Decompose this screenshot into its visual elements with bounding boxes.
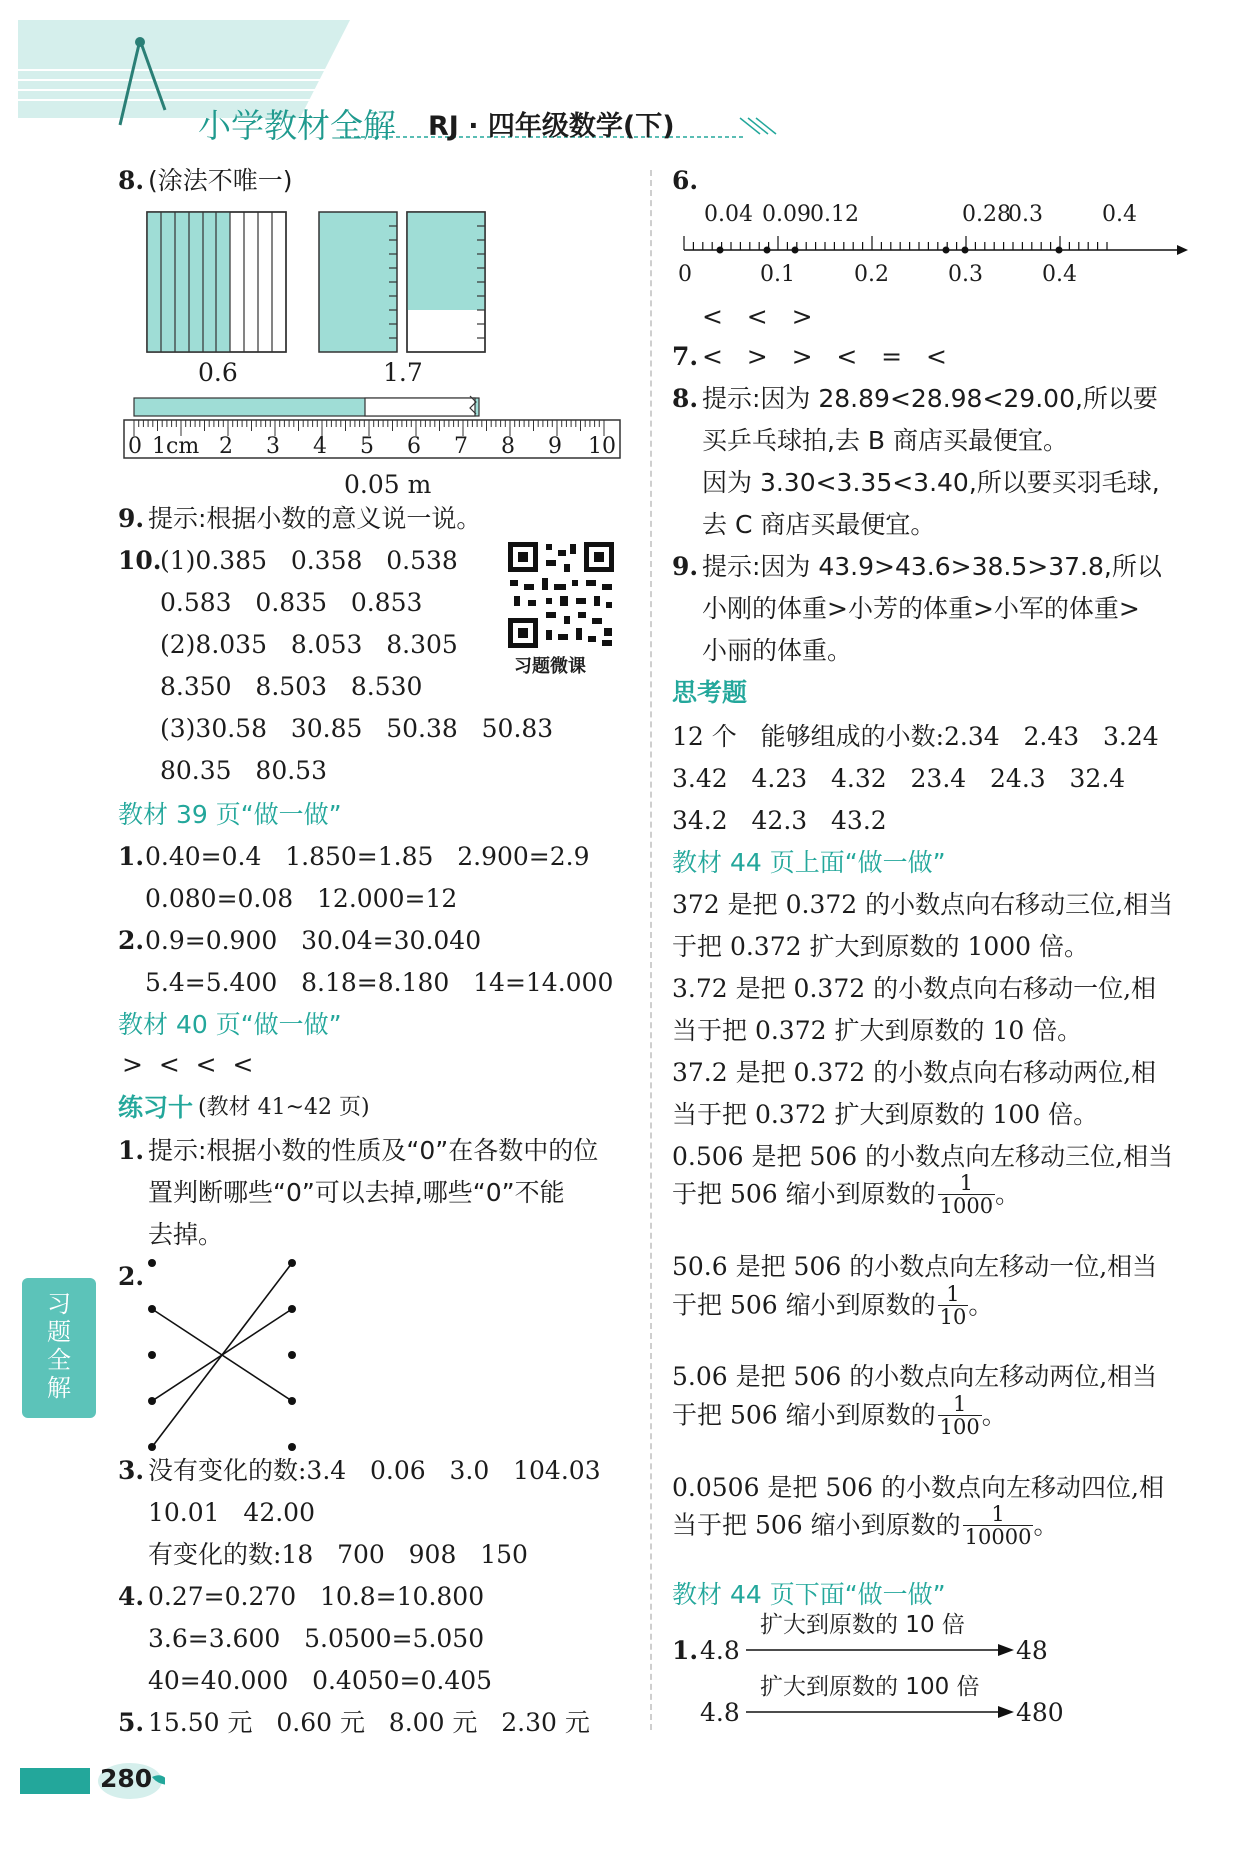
- p44-top-line10-text: 于把 506 缩小到原数的: [672, 1290, 936, 1320]
- nl-top-0-04: 0.04: [704, 202, 753, 227]
- fraction-1-100: [938, 1393, 982, 1438]
- p44-top-line14-text: 当于把 506 缩小到原数的: [672, 1510, 961, 1540]
- period: 。: [1033, 1510, 1059, 1540]
- left-q10-line1: (1)0.385 0.358 0.538: [160, 546, 458, 575]
- p44-top-line14: [672, 1503, 1058, 1548]
- period: 。: [981, 1400, 1007, 1430]
- p44-top-line9: 50.6 是把 506 的小数点向左移动一位,相当: [672, 1252, 1158, 1281]
- right-q9-line1: 提示:因为 43.9>43.6>38.5>37.8,所以: [702, 552, 1162, 581]
- p44-bottom-q1-number: 1.: [672, 1636, 699, 1665]
- fraction-denominator: 100: [939, 1415, 980, 1439]
- right-q9-number: 9.: [672, 552, 699, 581]
- p44-top-line4: 当于把 0.372 扩大到原数的 10 倍。: [672, 1016, 1083, 1045]
- ruler-tick-5: 5: [360, 434, 374, 459]
- ruler-tick-1cm: 1cm: [152, 434, 200, 459]
- thinking-line1: 12 个 能够组成的小数:2.34 2.43 3.24: [672, 722, 1159, 751]
- left-q10-line2: 0.583 0.835 0.853: [160, 588, 423, 617]
- thinking-line3: 34.2 42.3 43.2: [672, 806, 887, 835]
- left-q10-line3: (2)8.035 8.053 8.305: [160, 630, 458, 659]
- period: 。: [968, 1290, 994, 1320]
- p44-top-line12: [672, 1393, 1007, 1438]
- matching-diagram: [142, 1255, 302, 1455]
- right-q8-line2: 买乒乓球拍,去 B 商店买最便宜。: [702, 426, 1068, 455]
- fraction-1-10: [938, 1283, 969, 1328]
- p44-top-line12-text: 于把 506 缩小到原数的: [672, 1400, 936, 1430]
- p39-q2-line1: 0.9=0.900 30.04=30.040: [145, 926, 482, 955]
- fraction-denominator: 1000: [939, 1194, 994, 1218]
- ruler-tick-4: 4: [313, 434, 327, 459]
- nl-bottom-0-4: 0.4: [1042, 262, 1077, 287]
- fraction-1-10000: [963, 1503, 1034, 1548]
- p44-top-line3: 3.72 是把 0.372 的小数点向右移动一位,相: [672, 974, 1157, 1003]
- right-q7-number: 7.: [672, 342, 699, 371]
- nl-top-0-28: 0.28: [962, 202, 1011, 227]
- fraction-1-1000: [938, 1172, 995, 1217]
- p44-top-line10: [672, 1283, 993, 1328]
- number-line: [672, 232, 1192, 262]
- p39-q2-line2: 5.4=5.400 8.18=8.180 14=14.000: [145, 968, 614, 997]
- fraction-numerator: 1: [938, 1172, 995, 1195]
- left-q9-number: 9.: [118, 504, 145, 533]
- right-q6-signs: < < >: [702, 302, 813, 331]
- period: 。: [995, 1179, 1021, 1209]
- p44-top-line2: 于把 0.372 扩大到原数的 1000 倍。: [672, 932, 1089, 961]
- ruler-tick-3: 3: [266, 434, 280, 459]
- nl-top-0-09: 0.09: [762, 202, 811, 227]
- ex10-q4-line3: 40=40.000 0.4050=0.405: [148, 1666, 493, 1695]
- p39-q2-number: 2.: [118, 926, 145, 955]
- ex10-q4-line2: 3.6=3.600 5.0500=5.050: [148, 1624, 485, 1653]
- p44-top-line11: 5.06 是把 506 的小数点向左移动两位,相当: [672, 1362, 1158, 1391]
- ruler-tick-7: 7: [454, 434, 468, 459]
- exercise-10-subtitle: (教材 41~42 页): [198, 1095, 370, 1120]
- p44-top-line7: 0.506 是把 506 的小数点向左移动三位,相当: [672, 1142, 1174, 1171]
- ex10-q1-line3: 去掉。: [148, 1220, 224, 1249]
- ex10-q1-line1: 提示:根据小数的性质及“0”在各数中的位: [148, 1136, 599, 1165]
- p44-top-line8: [672, 1172, 1020, 1217]
- arrow1-to: 48: [1016, 1636, 1048, 1665]
- section-textbook-p40: 教材 40 页“做一做”: [118, 1010, 342, 1039]
- grid-label-1-7: 1.7: [383, 358, 423, 387]
- ex10-q5-number: 5.: [118, 1708, 145, 1737]
- p44-top-line8-text: 于把 506 缩小到原数的: [672, 1179, 936, 1209]
- ruler-tick-0: 0: [128, 434, 142, 459]
- ex10-q3-number: 3.: [118, 1456, 145, 1485]
- ruler-tick-8: 8: [501, 434, 515, 459]
- left-q8-number: 8.: [118, 166, 145, 195]
- right-q9-line3: 小丽的体重。: [702, 636, 853, 665]
- ex10-q1-number: 1.: [118, 1136, 145, 1165]
- ex10-q3-line1: 没有变化的数:3.4 0.06 3.0 104.03: [148, 1456, 601, 1485]
- ruler-tick-10: 10: [588, 434, 616, 459]
- p40-signs: > < < <: [122, 1050, 254, 1079]
- p44-top-line6: 当于把 0.372 扩大到原数的 100 倍。: [672, 1100, 1099, 1129]
- ex10-q3-line2: 10.01 42.00: [148, 1498, 315, 1527]
- arrow1-from: 4.8: [700, 1636, 740, 1665]
- right-q8-line3: 因为 3.30<3.35<3.40,所以要买羽毛球,: [702, 468, 1160, 497]
- fraction-denominator: 10000: [964, 1525, 1032, 1549]
- page-number-tab: [20, 1760, 165, 1800]
- qr-caption: 习题微课: [514, 656, 586, 677]
- ex10-q4-number: 4.: [118, 1582, 145, 1611]
- left-q10-line5: (3)30.58 30.85 50.38 50.83: [160, 714, 554, 743]
- nl-bottom-0: 0: [678, 262, 692, 287]
- nl-top-0-4: 0.4: [1102, 202, 1137, 227]
- section-thinking-question: 思考题: [672, 678, 748, 707]
- ruler-tick-2: 2: [219, 434, 233, 459]
- right-q8-number: 8.: [672, 384, 699, 413]
- arrow2-to: 480: [1016, 1698, 1064, 1727]
- nl-bottom-0-3: 0.3: [948, 262, 983, 287]
- edition-label: RJ · 四年级数学(下): [428, 111, 675, 142]
- nl-top-0-3: 0.3: [1008, 202, 1043, 227]
- qr-code[interactable]: [506, 540, 616, 650]
- p39-q1-line1: 0.40=0.4 1.850=1.85 2.900=2.9: [145, 842, 590, 871]
- decimal-grids: [140, 208, 560, 353]
- column-divider: [650, 170, 652, 1730]
- number-line-bottom-labels: [672, 262, 1192, 290]
- right-q6-number: 6.: [672, 166, 699, 195]
- p39-q1-number: 1.: [118, 842, 145, 871]
- ex10-q3-line3: 有变化的数:18 700 908 150: [148, 1540, 528, 1569]
- p44-top-line5: 37.2 是把 0.372 的小数点向右移动两位,相: [672, 1058, 1157, 1087]
- right-q7-text: < > > < = <: [702, 342, 947, 371]
- right-q8-line1: 提示:因为 28.89<28.98<29.00,所以要: [702, 384, 1158, 413]
- left-q10-line6: 80.35 80.53: [160, 756, 327, 785]
- arrow1-label: 扩大到原数的 10 倍: [760, 1612, 965, 1638]
- fraction-denominator: 10: [939, 1305, 967, 1329]
- fraction-numerator: 1: [938, 1283, 969, 1306]
- side-tab-label: 习题全解: [47, 1290, 71, 1402]
- arrow1: [746, 1640, 1026, 1660]
- left-q8-text: (涂法不唯一): [148, 166, 293, 195]
- arrow2-from: 4.8: [700, 1698, 740, 1727]
- ruler-tick-6: 6: [407, 434, 421, 459]
- side-tab: [22, 1278, 96, 1418]
- arrow2: [746, 1702, 1026, 1722]
- ex10-q4-line1: 0.27=0.270 10.8=10.800: [148, 1582, 485, 1611]
- ex10-q1-line2: 置判断哪些“0”可以去掉,哪些“0”不能: [148, 1178, 565, 1207]
- left-q10-number: 10.: [118, 546, 162, 575]
- right-q8-line4: 去 C 商店买最便宜。: [702, 510, 936, 539]
- ruler-caption: 0.05 m: [344, 470, 432, 499]
- section-exercise-10: 练习十: [118, 1093, 194, 1122]
- left-q9-text: 提示:根据小数的意义说一说。: [148, 504, 482, 533]
- p44-top-line13: 0.0506 是把 506 的小数点向左移动四位,相: [672, 1473, 1164, 1502]
- section-textbook-p44-bottom: 教材 44 页下面“做一做”: [672, 1580, 946, 1609]
- nl-bottom-0-1: 0.1: [760, 262, 795, 287]
- ex10-q2-number: 2.: [118, 1262, 145, 1291]
- ruler-tick-labels: [118, 434, 628, 464]
- page-number: 280: [100, 1764, 153, 1793]
- right-q9-line2: 小刚的体重>小芳的体重>小军的体重>: [702, 594, 1140, 623]
- left-q10-line4: 8.350 8.503 8.530: [160, 672, 423, 701]
- fraction-numerator: 1: [963, 1503, 1034, 1526]
- nl-bottom-0-2: 0.2: [854, 262, 889, 287]
- p39-q1-line2: 0.080=0.08 12.000=12: [145, 884, 458, 913]
- p44-top-line1: 372 是把 0.372 的小数点向右移动三位,相当: [672, 890, 1174, 919]
- header-band: [0, 0, 1250, 150]
- nl-top-0-12: 0.12: [810, 202, 859, 227]
- book-title: 小学教材全解: [198, 106, 396, 145]
- number-line-top-labels: [672, 202, 1192, 230]
- thinking-line2: 3.42 4.23 4.32 23.4 24.3 32.4: [672, 764, 1126, 793]
- section-textbook-p44-top: 教材 44 页上面“做一做”: [672, 848, 946, 877]
- ruler-tick-9: 9: [548, 434, 562, 459]
- fraction-numerator: 1: [938, 1393, 982, 1416]
- section-textbook-p39: 教材 39 页“做一做”: [118, 800, 342, 829]
- grid-label-0-6: 0.6: [198, 358, 238, 387]
- arrow2-label: 扩大到原数的 100 倍: [760, 1674, 980, 1700]
- ex10-q5-line1: 15.50 元 0.60 元 8.00 元 2.30 元: [148, 1708, 590, 1737]
